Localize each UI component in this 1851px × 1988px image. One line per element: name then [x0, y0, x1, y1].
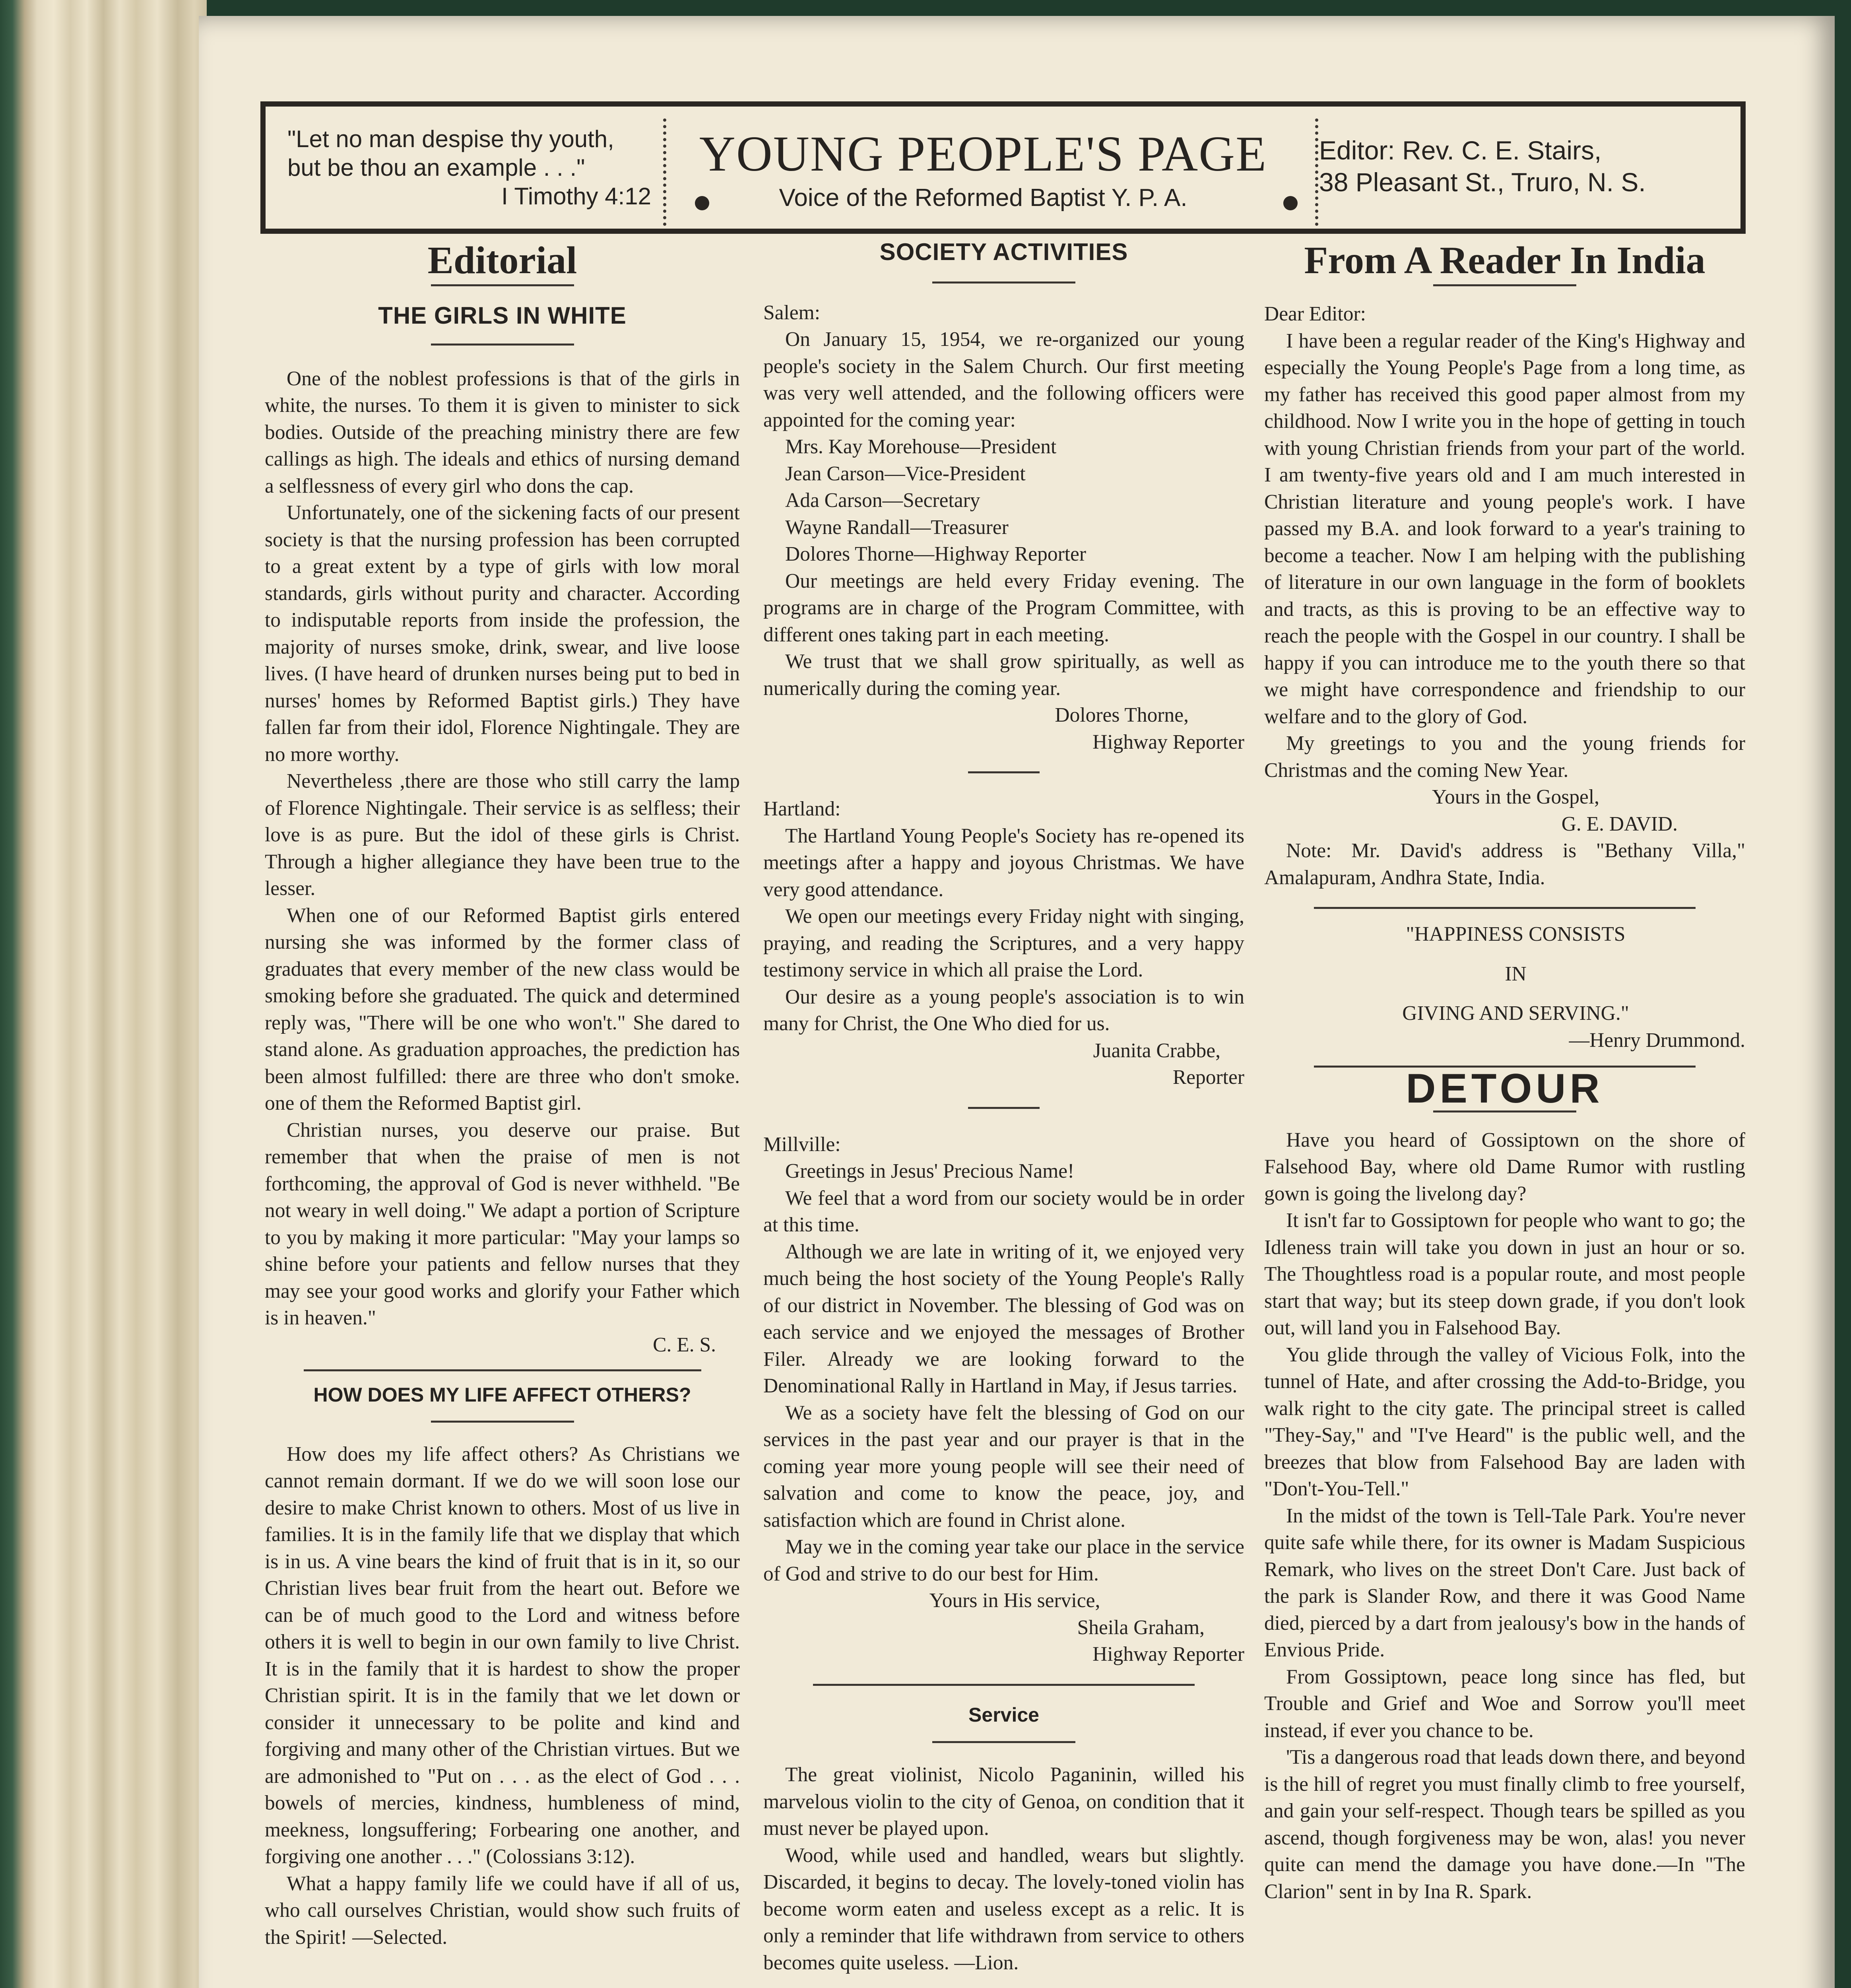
- dotted-divider: [663, 118, 666, 226]
- quote-line: IN: [1505, 962, 1527, 985]
- dotted-divider: [1315, 118, 1318, 226]
- editor-address: 38 Pleasant St., Truro, N. S.: [1319, 167, 1646, 197]
- note: Note: Mr. David's address is "Bethany Villa," Amalapuram, Andhra State, India.: [1264, 839, 1745, 889]
- signature: Dolores Thorne,: [1055, 704, 1189, 726]
- masthead-editor: [1303, 107, 1740, 229]
- girls-in-white-heading: THE GIRLS IN WHITE: [378, 302, 627, 329]
- paragraph: Christian nurses, you deserve our praise. But remember that when the praise of men is not forthcoming, the approval of God is never withheld. "Be not weary in well doing." We adapt a portion of Scripture to you by making it more particular: "May your lamps so shine before your patients and fellow nurses that they may see your good works and glorify your Father which is in heaven.": [265, 1118, 740, 1329]
- paragraph: The great violinist, Nicolo Paganinin, willed his marvelous violin to the city of Genoa, on condition that it must never be played upon.: [763, 1763, 1244, 1840]
- divider: [932, 1741, 1075, 1743]
- signature: Juanita Crabbe,: [1093, 1039, 1220, 1062]
- divider: [431, 1421, 574, 1423]
- paragraph: In the midst of the town is Tell-Tale Park. You're never quite safe while there, for its owner is Madam Suspicious Remark, who lives on the street Don't Care. Just back of the park is Slander Row, and there it was Good Name died, pierced by a dart from jealousy's bow in the hands of Envious Pride.: [1264, 1504, 1745, 1661]
- masthead-quote-ref: I Timothy 4:12: [501, 183, 651, 210]
- divider: [1314, 907, 1696, 909]
- bullet-dot-icon: [695, 196, 709, 210]
- quote-author: —Henry Drummond.: [1569, 1029, 1745, 1052]
- detour-heading: DETOUR: [1406, 1066, 1604, 1112]
- list-item: Ada Carson—Secretary: [785, 489, 980, 512]
- paragraph: It isn't far to Gossiptown for people who want to go; the Idleness train will take you down in just an hour or so. The Thoughtless road is a popular route, and most people start that way; but its steep down grade, if you don't look out, will land you in Falsehood Bay.: [1264, 1209, 1745, 1339]
- paragraph: Have you heard of Gossiptown on the shore of Falsehood Bay, where old Dame Rumor with rustling gown is going the livelong day?: [1264, 1128, 1745, 1205]
- salutation: Dear Editor:: [1264, 303, 1366, 325]
- paragraph: What a happy family life we could have if all of us, who call ourselves Christian, would show such fruits of the Spirit! —Selected.: [265, 1872, 740, 1949]
- list-item: Dolores Thorne—Highway Reporter: [785, 543, 1087, 565]
- divider: [304, 1369, 701, 1371]
- masthead-quote-line: but be thou an example . . .": [287, 154, 585, 181]
- paragraph: On January 15, 1954, we re-organized our young people's society in the Salem Church. Our first meeting was very well attended, and the following officers were appointed for the coming year:: [763, 328, 1244, 431]
- paragraph: Unfortunately, one of the sickening facts of our present society is that the nursing profession has been corrupted to a great extent by a type of girls with low moral standards, girls without purity and character. According to indisputable reports from inside the profession, the majority of nurses smoke, drink, swear, and live loose lives. (I have heard of drunken nurses being put to bed in nurses' homes by Reformed Baptist girls.) They have fallen far from their idol, Florence Nightingale. They are no more worthy.: [265, 501, 740, 766]
- officer-list: [763, 433, 1244, 568]
- paragraph: We open our meetings every Friday night with singing, praying, and reading the Scriptures, and a very happy testimony service in which all praise the Lord.: [763, 905, 1244, 981]
- signature: Reporter: [1172, 1066, 1244, 1089]
- quote-line: GIVING AND SERVING.": [1402, 1002, 1629, 1025]
- paragraph: We trust that we shall grow spiritually, as well as numerically during the coming year.: [763, 650, 1244, 700]
- column-reader-india: [1264, 237, 1745, 1905]
- paragraph: Although we are late in writing of it, we enjoyed very much being the host society of the Young People's Rally of our district in November. The blessing of God was on each service and we enjoyed the messages of Brother Filer. Already we are looking forward to the Denominational Rally in Hartland in May, if Jesus tarries.: [763, 1240, 1244, 1397]
- paragraph: The Hartland Young People's Society has re-opened its meetings after a happy and joyous Christmas. We have very good attendance.: [763, 824, 1244, 901]
- paragraph: We as a society have felt the blessing of God on our services in the past year and our prayer is that in the coming year more young people will see their need of salvation and come to know the peace, joy, and satisfaction which are found in Christ alone.: [763, 1401, 1244, 1532]
- paragraph: 'Tis a dangerous road that leads down there, and beyond is the hill of regret you must finally climb to free yourself, and gain your self-respect. Though tears be spilled as you ascend, though forgiveness may be won, alas! you never quite can mend the damage you have done.—In "The Clarion" sent in by Ina R. Spark.: [1264, 1746, 1745, 1903]
- divider: [1433, 284, 1576, 286]
- how-does-my-life-heading: HOW DOES MY LIFE AFFECT OTHERS?: [313, 1384, 691, 1406]
- editorial-heading: Editorial: [427, 239, 577, 282]
- society-activities-heading: SOCIETY ACTIVITIES: [879, 239, 1128, 265]
- paragraph: Our meetings are held every Friday evening. The programs are in charge of the Program Committee, with different ones taking part in each meeting.: [763, 569, 1244, 646]
- list-item: Jean Carson—Vice-President: [785, 462, 1026, 485]
- reader-india-heading: From A Reader In India: [1304, 239, 1705, 282]
- signature: G. E. DAVID.: [1561, 812, 1678, 835]
- page-title: YOUNG PEOPLE'S PAGE: [699, 126, 1267, 182]
- paragraph: How does my life affect others? As Christians we cannot remain dormant. If we do we will soon lose our desire to make Christ known to others. Most of us live in families. It is in the family life that we display that which is in us. A vine bears the kind of fruit that is in it, so our Christian lives bear fruit from the heart out. Before we can be of much good to the Lord and witness before others it is well to begin in our own family to live Christ. It is in the family that it is hardest to show the proper Christian spirit. It is in the family that we let down or consider it unnecessary to be polite and kind and forgiving and many other of the Christian virtues. But we are admonished to "Put on . . . as the elect of God . . . bowels of mercies, kindness, humbleness of mind, meekness, longsuffering; Forbearing one another, and forgiving one another . . ." (Colossians 3:12).: [265, 1442, 740, 1868]
- paragraph: May we in the coming year take our place in the service of God and strive to do our best for Him.: [763, 1536, 1244, 1585]
- column-editorial: [265, 237, 740, 1951]
- section-label: Millville:: [763, 1133, 841, 1156]
- list-item: Wayne Randall—Treasurer: [785, 516, 1009, 539]
- paragraph: Nevertheless ,there are those who still carry the lamp of Florence Nightingale. Their service is as selfless; their love is as pure. But the idol of these girls is Christ. Through a higher allegiance they have been true to the lesser.: [265, 770, 740, 900]
- paragraph: One of the noblest professions is that of the girls in white, the nurses. To them it is given to minister to sick bodies. Outside of the preaching ministry there are few callings as high. The ideals and ethics of nursing demand a selflessness of every girl who dons the cap.: [265, 367, 740, 497]
- divider: [932, 282, 1075, 283]
- column-society-activities: [763, 237, 1244, 1976]
- divider: [968, 1107, 1040, 1109]
- editor-name: Editor: Rev. C. E. Stairs,: [1319, 136, 1602, 165]
- paragraph: You glide through the valley of Vicious Folk, into the tunnel of Hate, and after crossing the Add-to-Bridge, you walk right to the city gate. The principal street is called "They-Say," and "I've Heard" is the public well, and the breezes that blow from Falsehood Bay are laden with "Don't-You-Tell.": [1264, 1343, 1745, 1500]
- bullet-dot-icon: [1283, 196, 1298, 210]
- divider: [431, 344, 574, 346]
- masthead-center: [663, 107, 1303, 229]
- closing: Yours in the Gospel,: [1432, 786, 1600, 808]
- masthead: [260, 101, 1746, 234]
- divider: [968, 771, 1040, 773]
- signature: Highway Reporter: [1092, 1643, 1244, 1666]
- paragraph: Wood, while used and handled, wears but slightly. Discarded, it begins to decay. The lovely-toned violin has become worm eaten and useless except as a relic. It is only a reminder that life withdrawn from service to others becomes quite useless. —Lion.: [763, 1844, 1244, 1974]
- signature: Yours in His service,: [929, 1589, 1100, 1612]
- quote-line: "HAPPINESS CONSISTS: [1406, 923, 1626, 945]
- paragraph: When one of our Reformed Baptist girls entered nursing she was informed by the former class of graduates that every member of the new class would be smoking before she graduated. The quick and determined reply was, "There will be one who won't." She dared to stand alone. As graduation approaches, the prediction has been almost fulfilled: there are three who don't smoke. one of them the Reformed Baptist girl.: [265, 904, 740, 1114]
- book-binding: [0, 0, 207, 1988]
- masthead-quote-line: "Let no man despise thy youth,: [287, 126, 614, 152]
- service-heading: Service: [968, 1703, 1039, 1726]
- divider: [813, 1684, 1195, 1686]
- divider: [431, 284, 574, 286]
- paragraph: From Gossiptown, peace long since has fled, but Trouble and Grief and Woe and Sorrow you'll meet instead, if ever you chance to be.: [1264, 1665, 1745, 1742]
- signature: C. E. S.: [653, 1333, 716, 1356]
- section-label: Hartland:: [763, 798, 841, 820]
- signature: Sheila Graham,: [1077, 1616, 1205, 1639]
- masthead-quote: [266, 107, 663, 229]
- paragraph: Greetings in Jesus' Precious Name!: [785, 1160, 1075, 1182]
- paragraph: We feel that a word from our society would be in order at this time.: [763, 1186, 1244, 1236]
- paragraph: My greetings to you and the young friends for Christmas and the coming New Year.: [1264, 732, 1745, 782]
- paragraph: I have been a regular reader of the King's Highway and especially the Young People's Page from a long time, as my father has received this good paper almost from my childhood. Now I write you in the hope of getting in touch with young Christian friends from your part of the world. I am twenty-five years old and I am much interested in Christian literature and young people's work. I have passed my B.A. and look forward to a year's training to become a teacher. Now I am helping with the publishing of literature in our own language in the form of booklets and tracts, as this is proving to be an effective way to reach the people with the Gospel in our country. I shall be happy if you can introduce me to the youth there so that we might have correspondence and friendship to our welfare and to the glory of God.: [1264, 329, 1745, 728]
- section-label: Salem:: [763, 301, 821, 324]
- page-subtitle: Voice of the Reformed Baptist Y. P. A.: [779, 184, 1187, 212]
- signature: Highway Reporter: [1092, 730, 1244, 753]
- list-item: Mrs. Kay Morehouse—President: [785, 435, 1057, 458]
- paragraph: Our desire as a young people's association is to win many for Christ, the One Who died for us.: [763, 985, 1244, 1035]
